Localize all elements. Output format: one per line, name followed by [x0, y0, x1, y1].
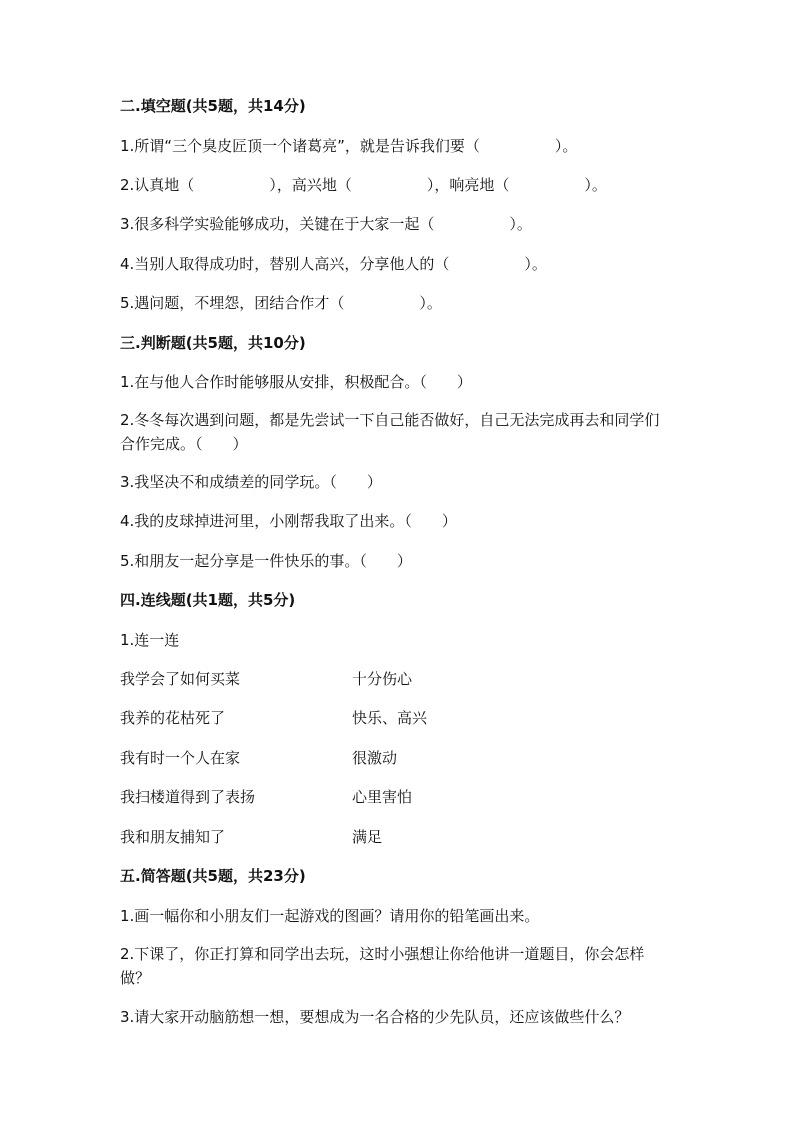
true-false-question-2: 2.冬冬每次遇到问题，都是先尝试一下自己能否做好，自己无法完成再去和同学们合作完成。（ ）	[120, 411, 660, 453]
true-false-question-1: 1.在与他人合作时能够服从安排，积极配合。（ ）	[120, 373, 472, 391]
true-false-question-5: 5.和朋友一起分享是一件快乐的事。（ ）	[120, 552, 412, 570]
matching-left-item: 我养的花枯死了	[120, 709, 226, 727]
fill-blank-question-1: 1.所谓“三个臭皮匠顶一个诸葛亮”，就是告诉我们要（ ）。	[120, 137, 578, 155]
fill-blank-question-5: 5.遇问题，不埋怨，团结合作才（ ）。	[120, 294, 442, 312]
section-heading-fill-blank: 二.填空题(共5题，共14分)	[120, 97, 306, 115]
matching-question: 1.连一连	[120, 631, 180, 649]
fill-blank-question-2: 2.认真地（ ），高兴地（ ），响亮地（ ）。	[120, 176, 607, 194]
matching-left-item: 我扫楼道得到了表扬	[120, 788, 256, 806]
matching-right-item: 快乐、高兴	[352, 709, 428, 727]
section-heading-matching: 四.连线题(共1题，共5分)	[120, 591, 296, 609]
fill-blank-question-3: 3.很多科学实验能够成功，关键在于大家一起（ ）。	[120, 215, 532, 233]
short-answer-question-3: 3.请大家开动脑筋想一想，要想成为一名合格的少先队员，还应该做些什么？	[120, 1008, 630, 1026]
fill-blank-question-4: 4.当别人取得成功时，替别人高兴，分享他人的（ ）。	[120, 255, 547, 273]
true-false-question-4: 4.我的皮球掉进河里，小刚帮我取了出来。（ ）	[120, 512, 457, 530]
matching-left-item: 我有时一个人在家	[120, 749, 241, 767]
matching-right-item: 满足	[352, 828, 383, 846]
matching-right-item: 心里害怕	[352, 788, 413, 806]
matching-left-item: 我学会了如何买菜	[120, 670, 241, 688]
matching-left-item: 我和朋友捕知了	[120, 828, 226, 846]
matching-right-item: 很激动	[352, 749, 398, 767]
short-answer-question-2: 2.下课了，你正打算和同学出去玩，这时小强想让你给他讲一道题目，你会怎样做？	[120, 945, 645, 987]
section-heading-true-false: 三.判断题(共5题，共10分)	[120, 334, 306, 352]
matching-right-item: 十分伤心	[352, 670, 413, 688]
true-false-question-3: 3.我坚决不和成绩差的同学玩。（ ）	[120, 473, 382, 491]
short-answer-question-1: 1.画一幅你和小朋友们一起游戏的图画？请用你的铅笔画出来。	[120, 907, 540, 925]
section-heading-short-answer: 五.简答题(共5题，共23分)	[120, 867, 306, 885]
